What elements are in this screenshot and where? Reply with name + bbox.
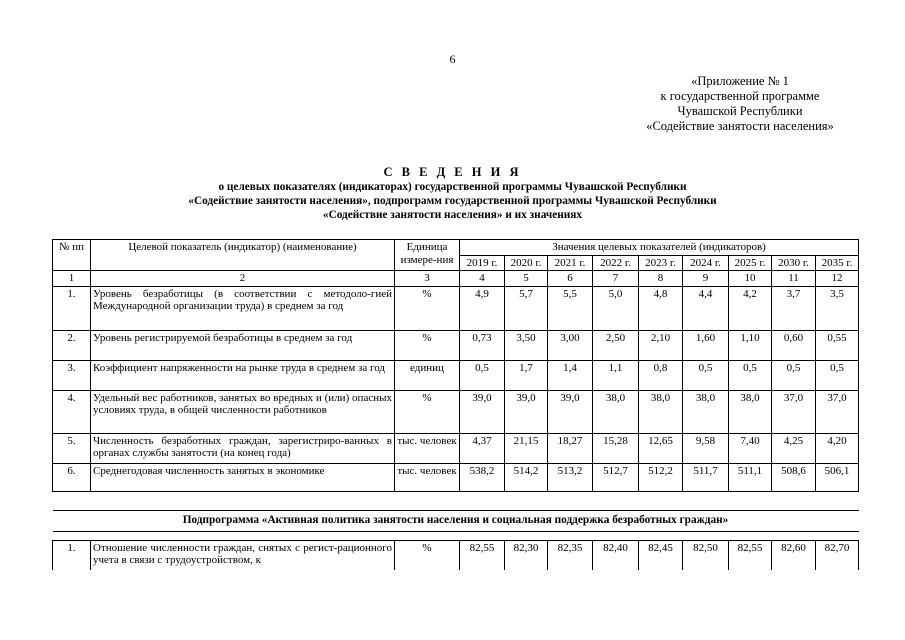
indicator-value: 38,0 xyxy=(639,390,683,433)
indicator-value: 511,1 xyxy=(729,463,772,491)
indicator-value: 9,58 xyxy=(683,433,729,463)
indicator-value: 3,00 xyxy=(548,330,593,360)
column-number: 11 xyxy=(772,271,816,287)
document-title: С В Е Д Е Н И Я xyxy=(383,165,522,179)
indicator-value: 538,2 xyxy=(460,463,505,491)
header-values: Значения целевых показателей (индикаторов) xyxy=(460,240,859,256)
indicator-value: 1,1 xyxy=(593,360,639,390)
indicator-value: 3,5 xyxy=(816,286,859,330)
indicator-value: 21,15 xyxy=(505,433,548,463)
indicator-name: Отношение численности граждан, снятых с регист-рационного учета в связи с трудоустройством, к xyxy=(91,540,395,570)
indicator-value: 4,25 xyxy=(772,433,816,463)
indicator-value: 12,65 xyxy=(639,433,683,463)
indicator-value: 0,5 xyxy=(460,360,505,390)
indicator-value: 0,60 xyxy=(772,330,816,360)
indicator-value: 511,7 xyxy=(683,463,729,491)
indicator-name: Коэффициент напряженности на рынке труда в среднем за год xyxy=(91,360,395,390)
indicator-value: 508,6 xyxy=(772,463,816,491)
appendix-line: «Содействие занятости населения» xyxy=(646,119,834,133)
table-row xyxy=(53,433,859,463)
spacer-row xyxy=(53,491,859,510)
year-header: 2019 г. xyxy=(460,255,505,271)
indicator-value: 1,60 xyxy=(683,330,729,360)
indicator-value: 4,8 xyxy=(639,286,683,330)
spacer-cell xyxy=(53,531,859,540)
unit: % xyxy=(395,390,460,433)
table-row xyxy=(53,540,859,570)
indicator-value: 39,0 xyxy=(505,390,548,433)
header-unit: Единица измере-ния xyxy=(395,240,460,271)
indicator-value: 82,35 xyxy=(548,540,593,570)
indicator-value: 3,50 xyxy=(505,330,548,360)
indicator-value: 0,55 xyxy=(816,330,859,360)
unit: тыс. человек xyxy=(395,463,460,491)
row-number: 1. xyxy=(53,540,91,570)
appendix-line: к государственной программе xyxy=(660,89,820,103)
indicator-value: 5,5 xyxy=(548,286,593,330)
unit: % xyxy=(395,540,460,570)
appendix-line: «Приложение № 1 xyxy=(691,74,789,88)
indicator-value: 4,4 xyxy=(683,286,729,330)
indicator-value: 82,55 xyxy=(460,540,505,570)
indicator-value: 82,70 xyxy=(816,540,859,570)
column-number: 2 xyxy=(91,271,395,287)
document-subtitle-line: о целевых показателях (индикаторах) государственной программы Чувашской Республики xyxy=(218,181,687,193)
column-number: 5 xyxy=(505,271,548,287)
document-subtitle-line: «Содействие занятости населения», подпрограмм государственной программы Чувашской Республики xyxy=(188,195,717,207)
row-number: 1. xyxy=(53,286,91,330)
indicator-value: 513,2 xyxy=(548,463,593,491)
indicator-value: 82,55 xyxy=(729,540,772,570)
year-header: 2025 г. xyxy=(729,255,772,271)
indicator-value: 4,9 xyxy=(460,286,505,330)
indicator-value: 82,40 xyxy=(593,540,639,570)
row-number: 6. xyxy=(53,463,91,491)
indicator-value: 82,45 xyxy=(639,540,683,570)
indicator-value: 38,0 xyxy=(593,390,639,433)
column-number: 9 xyxy=(683,271,729,287)
indicator-value: 2,50 xyxy=(593,330,639,360)
unit: тыс. человек xyxy=(395,433,460,463)
indicator-name: Среднегодовая численность занятых в экономике xyxy=(91,463,395,491)
indicator-value: 4,20 xyxy=(816,433,859,463)
column-number: 1 xyxy=(53,271,91,287)
indicator-value: 512,7 xyxy=(593,463,639,491)
indicator-value: 82,50 xyxy=(683,540,729,570)
header-num: № пп xyxy=(53,240,91,271)
column-number: 10 xyxy=(729,271,772,287)
table-header-row xyxy=(53,240,859,256)
indicator-value: 0,8 xyxy=(639,360,683,390)
spacer-row xyxy=(53,531,859,540)
year-header: 2024 г. xyxy=(683,255,729,271)
indicator-value: 38,0 xyxy=(729,390,772,433)
row-number: 3. xyxy=(53,360,91,390)
indicator-value: 4,2 xyxy=(729,286,772,330)
indicator-value: 512,2 xyxy=(639,463,683,491)
indicator-value: 18,27 xyxy=(548,433,593,463)
column-number: 4 xyxy=(460,271,505,287)
year-header: 2030 г. xyxy=(772,255,816,271)
indicator-value: 4,37 xyxy=(460,433,505,463)
appendix-note xyxy=(620,74,860,134)
unit: % xyxy=(395,330,460,360)
document-heading xyxy=(60,164,845,222)
indicator-value: 1,7 xyxy=(505,360,548,390)
indicator-value: 2,10 xyxy=(639,330,683,360)
unit: единиц xyxy=(395,360,460,390)
column-number: 12 xyxy=(816,271,859,287)
table-row xyxy=(53,286,859,330)
indicator-value: 39,0 xyxy=(460,390,505,433)
indicator-value: 7,40 xyxy=(729,433,772,463)
year-header: 2023 г. xyxy=(639,255,683,271)
indicator-value: 0,73 xyxy=(460,330,505,360)
indicator-value: 39,0 xyxy=(548,390,593,433)
page-number: 6 xyxy=(449,52,456,66)
indicator-value: 1,10 xyxy=(729,330,772,360)
subprogram-row xyxy=(53,510,859,531)
indicator-name: Удельный вес работников, занятых во вредных и (или) опасных условиях труда, в общей численности работников xyxy=(91,390,395,433)
table-row xyxy=(53,463,859,491)
unit: % xyxy=(395,286,460,330)
spacer-cell xyxy=(53,491,859,510)
document-subtitle-line: «Содействие занятости населения» и их значениях xyxy=(322,209,583,221)
column-number: 8 xyxy=(639,271,683,287)
year-header: 2035 г. xyxy=(816,255,859,271)
indicator-value: 38,0 xyxy=(683,390,729,433)
indicator-value: 5,0 xyxy=(593,286,639,330)
table-row xyxy=(53,360,859,390)
indicator-value: 37,0 xyxy=(772,390,816,433)
indicators-table xyxy=(52,239,859,570)
year-header: 2022 г. xyxy=(593,255,639,271)
indicator-name: Численность безработных граждан, зарегистриро-ванных в органах службы занятости (на конец года) xyxy=(91,433,395,463)
row-number: 4. xyxy=(53,390,91,433)
row-number: 5. xyxy=(53,433,91,463)
indicator-name: Уровень регистрируемой безработицы в среднем за год xyxy=(91,330,395,360)
indicator-value: 1,4 xyxy=(548,360,593,390)
indicator-value: 0,5 xyxy=(772,360,816,390)
indicator-name: Уровень безработицы (в соответствии с методоло-гией Международной организации труда) в среднем за год xyxy=(91,286,395,330)
indicator-value: 0,5 xyxy=(683,360,729,390)
indicator-value: 514,2 xyxy=(505,463,548,491)
table-row xyxy=(53,330,859,360)
indicator-value: 3,7 xyxy=(772,286,816,330)
column-numbers-row xyxy=(53,271,859,287)
indicator-value: 82,30 xyxy=(505,540,548,570)
row-number: 2. xyxy=(53,330,91,360)
year-header: 2021 г. xyxy=(548,255,593,271)
indicator-value: 0,5 xyxy=(729,360,772,390)
column-number: 6 xyxy=(548,271,593,287)
appendix-line: Чувашской Республики xyxy=(677,104,803,118)
indicator-value: 37,0 xyxy=(816,390,859,433)
indicator-value: 0,5 xyxy=(816,360,859,390)
header-indicator: Целевой показатель (индикатор) (наименование) xyxy=(91,240,395,271)
year-header: 2020 г. xyxy=(505,255,548,271)
column-number: 3 xyxy=(395,271,460,287)
subprogram-title: Подпрограмма «Активная политика занятости населения и социальная поддержка безработных граждан» xyxy=(53,510,859,531)
indicator-value: 82,60 xyxy=(772,540,816,570)
indicator-value: 15,28 xyxy=(593,433,639,463)
column-number: 7 xyxy=(593,271,639,287)
indicator-value: 5,7 xyxy=(505,286,548,330)
indicator-value: 506,1 xyxy=(816,463,859,491)
table-row xyxy=(53,390,859,433)
